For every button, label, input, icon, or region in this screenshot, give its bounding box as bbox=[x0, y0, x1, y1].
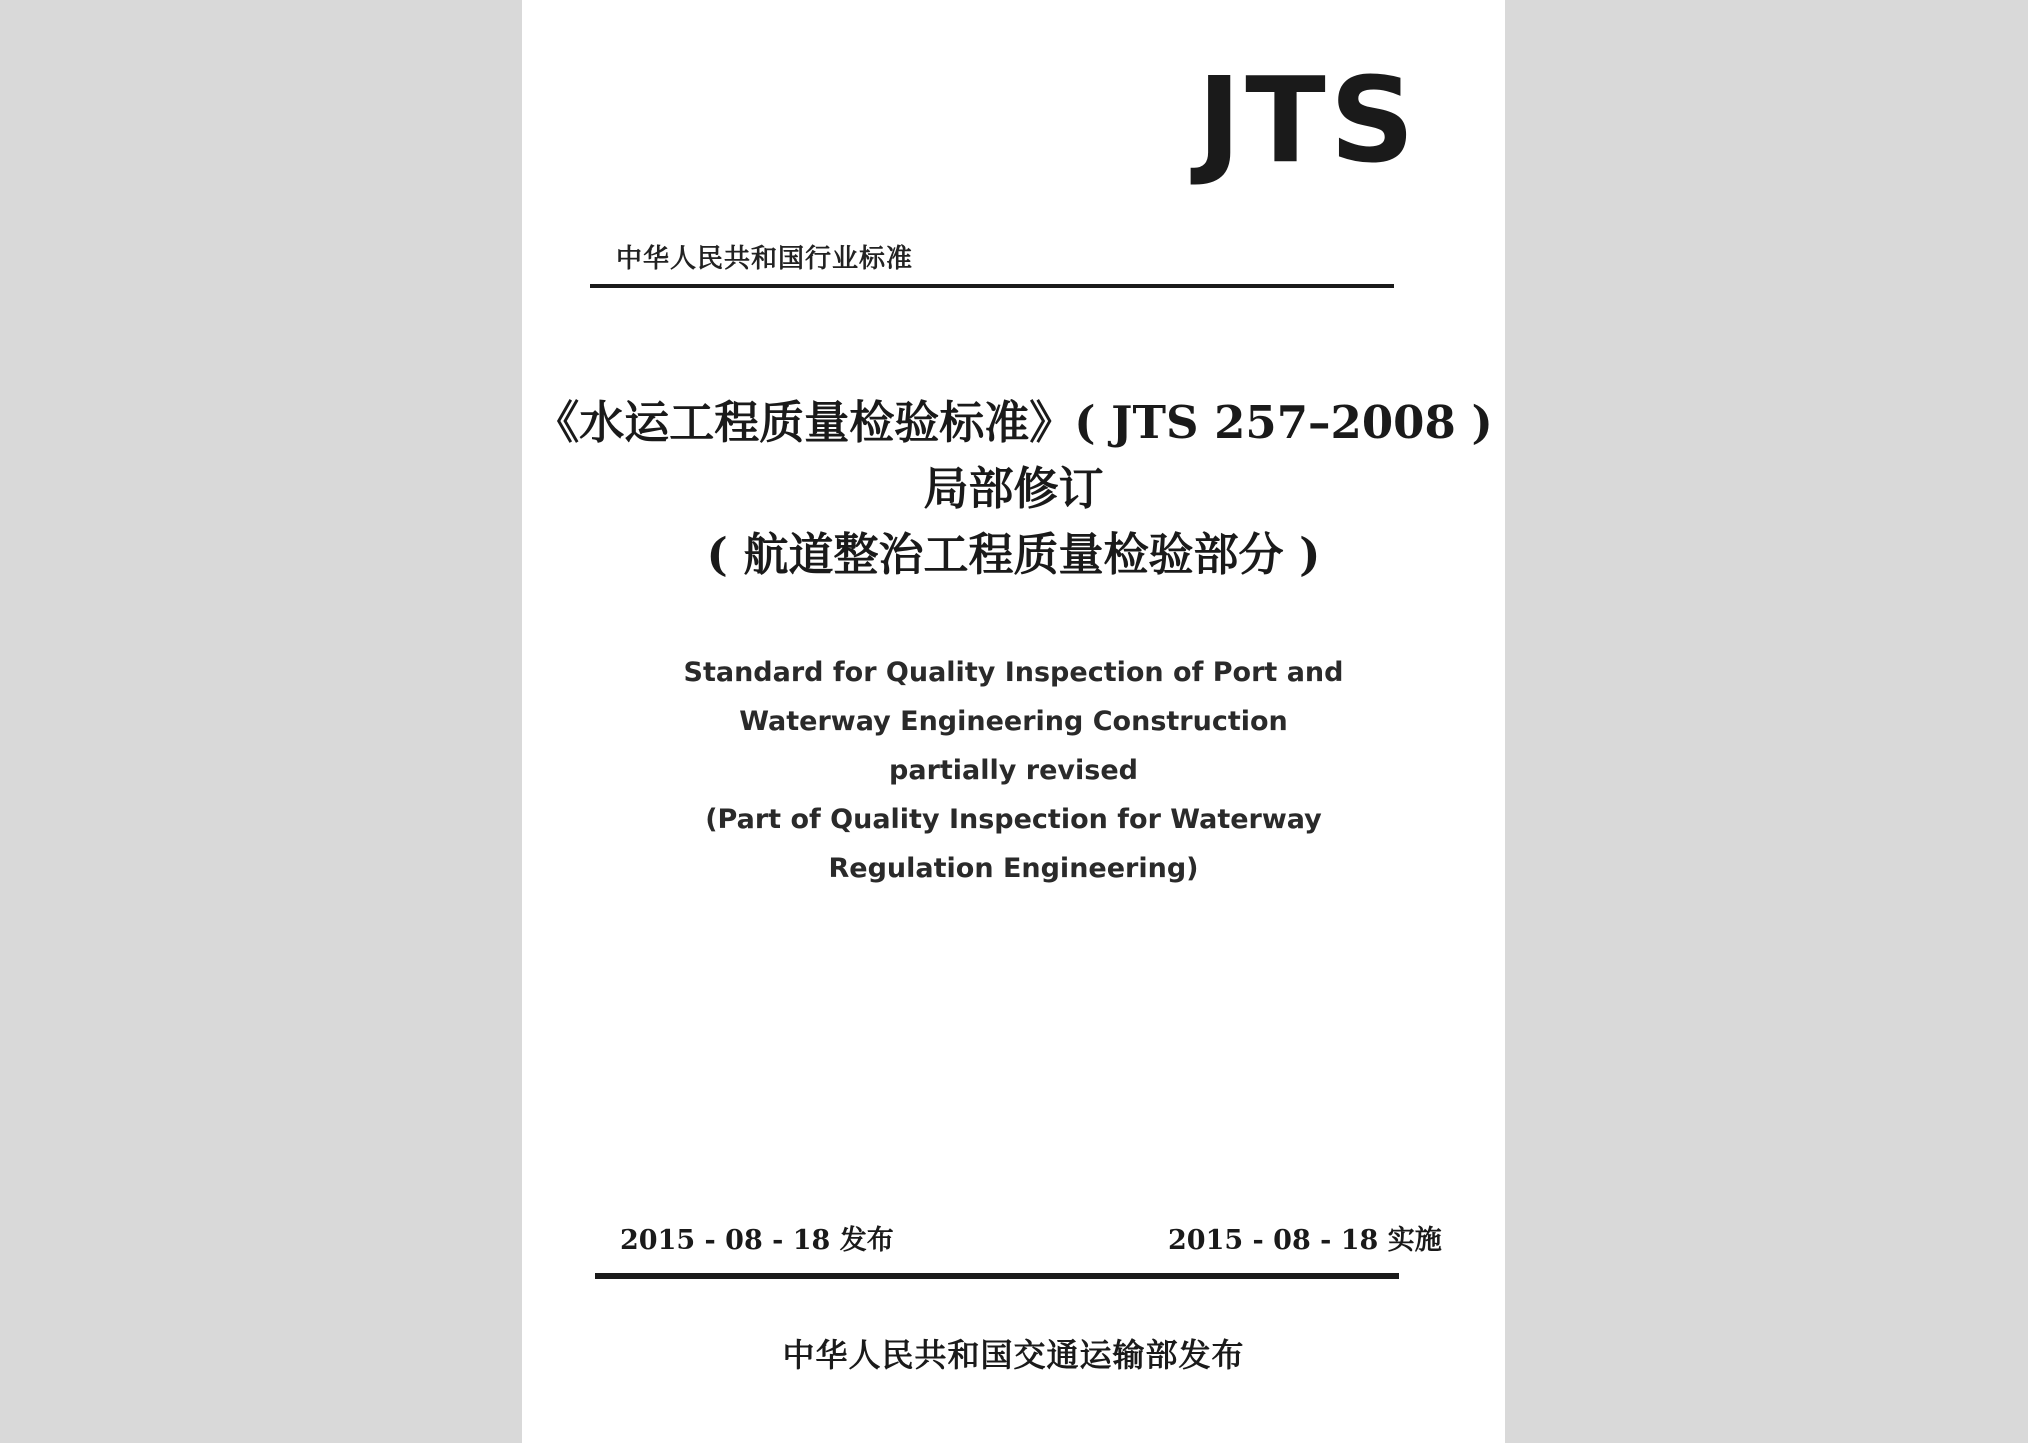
publisher: 中华人民共和国交通运输部发布 bbox=[782, 1336, 1245, 1374]
english-title-line-4: (Part of Quality Inspection for Waterway bbox=[705, 804, 1322, 835]
english-title-line-5: Regulation Engineering) bbox=[828, 853, 1199, 884]
english-title-line-3: partially revised bbox=[889, 755, 1138, 786]
implement-date: 2015 - 08 - 18 实施 bbox=[1168, 1225, 1442, 1256]
issue-date: 2015 - 08 - 18 发布 bbox=[620, 1225, 894, 1256]
bottom-divider bbox=[595, 1273, 1399, 1279]
english-title-line-2: Waterway Engineering Construction bbox=[739, 706, 1288, 737]
standard-series-label: 中华人民共和国行业标准 bbox=[616, 244, 914, 274]
document-page bbox=[522, 0, 1505, 1443]
chinese-title-block bbox=[522, 390, 1505, 588]
english-title-block bbox=[522, 648, 1505, 893]
jts-logo: JTS bbox=[1197, 51, 1419, 189]
title-line-3: ( 航道整治工程质量检验部分 ) bbox=[706, 528, 1321, 581]
title-line-1: 《水运工程质量检验标准》( JTS 257–2008 ) bbox=[534, 396, 1493, 449]
title-line-2: 局部修订 bbox=[923, 462, 1104, 515]
english-title-line-1: Standard for Quality Inspection of Port and bbox=[683, 657, 1344, 688]
top-divider bbox=[590, 284, 1394, 288]
